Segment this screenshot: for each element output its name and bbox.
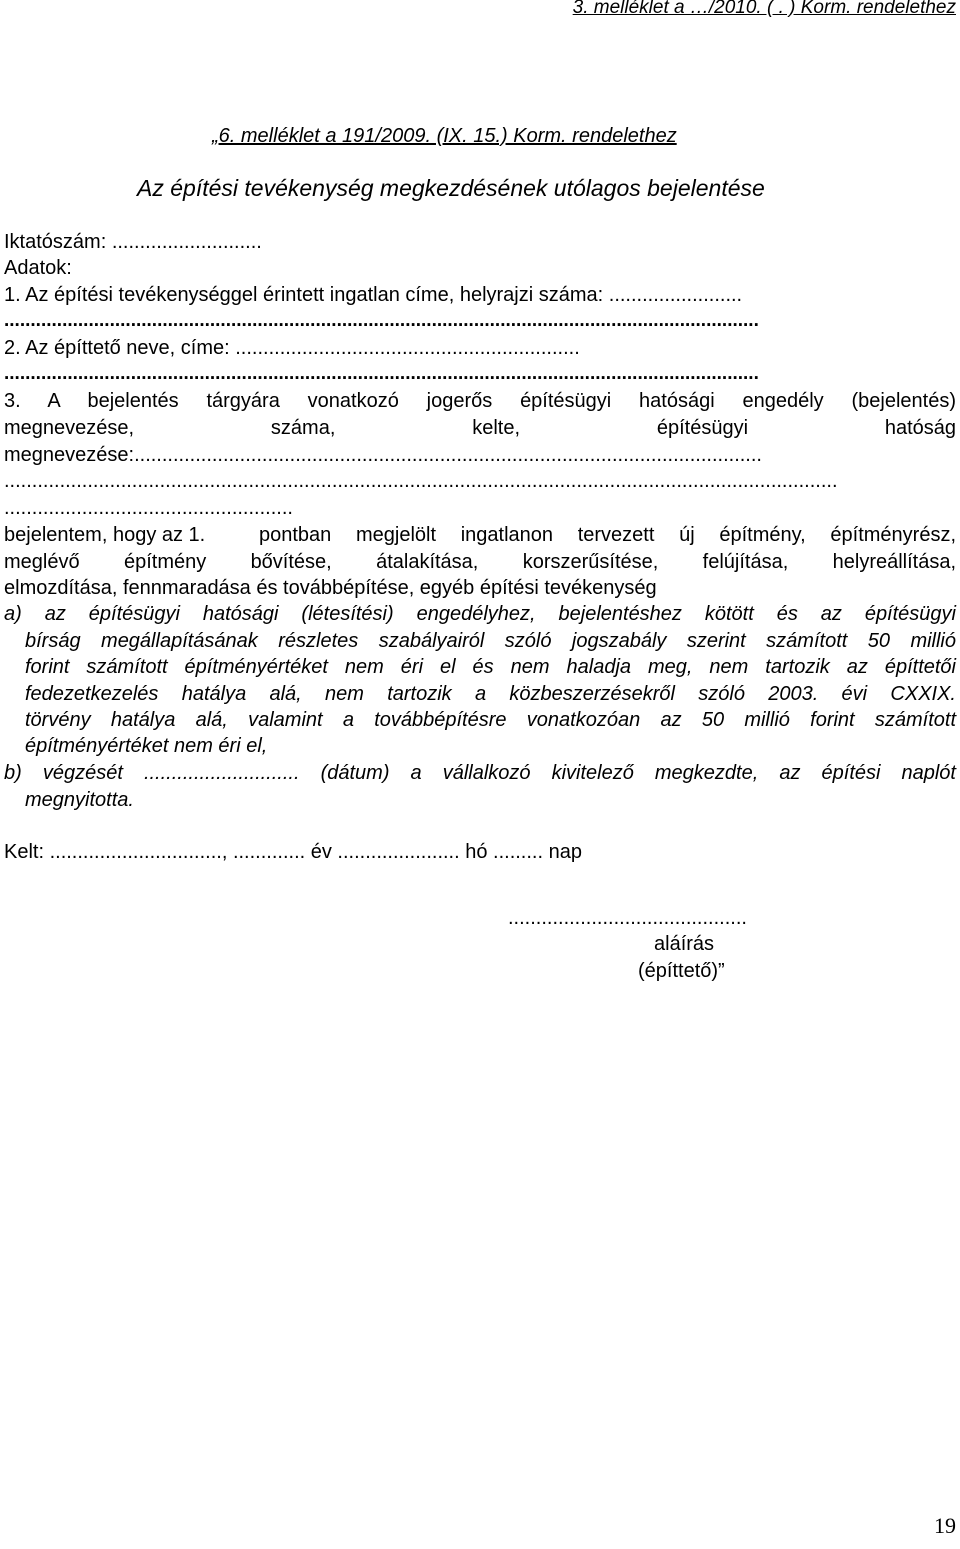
item-1-continuation: ............................................................................................................................................... bbox=[4, 310, 759, 331]
section-a-line-1: a) az építésügyi hatósági (létesítési) engedélyhez, bejelentéshez kötött és az építésügyi bbox=[4, 603, 956, 625]
item-3-line-3: megnevezése:................................................................................................................. bbox=[4, 444, 762, 466]
item-2-continuation: ............................................................................................................................................... bbox=[4, 363, 759, 384]
page-number: 19 bbox=[934, 1513, 956, 1538]
registration-number-field: Iktatószám: ........................... bbox=[4, 231, 262, 253]
top-reference: 3. melléklet a …/2010. ( . ) Korm. rendelethez bbox=[572, 0, 956, 18]
section-a-line-4: fedezetkezelés hatálya alá, nem tartozik a közbeszerzésekről szóló 2003. évi CXXIX. bbox=[25, 683, 956, 705]
section-a-line-2: bírság megállapításának részletes szabályairól szóló jogszabály szerint számított 50 millió bbox=[25, 630, 956, 652]
declaration-start: bejelentem, hogy az 1. bbox=[4, 524, 206, 546]
section-a-line-6: építményértéket nem éri el, bbox=[25, 735, 268, 757]
item-1-property-address: 1. Az építési tevékenységgel érintett ingatlan címe, helyrajzi száma: ........................ bbox=[4, 284, 743, 306]
signature-label: aláírás bbox=[654, 933, 715, 955]
section-a-line-5: törvény hatálya alá, valamint a továbbépítésre vonatkozóan az 50 millió forint számított bbox=[25, 709, 956, 731]
item-2-builder-name-address: 2. Az építtető neve, címe: .............................................................. bbox=[4, 337, 580, 359]
item-3-line-2: megnevezése, száma, kelte, építésügyi hatóság bbox=[4, 417, 957, 439]
section-b-line-1: b) végzését ............................ (dátum) a vállalkozó kivitelező megkezdte, az építési naplót bbox=[4, 762, 956, 784]
page-title: Az építési tevékenység megkezdésének utólagos bejelentése bbox=[137, 175, 765, 201]
declaration-line-3: elmozdítása, fennmaradása és továbbépítése, egyéb építési tevékenység bbox=[4, 577, 657, 599]
data-heading: Adatok: bbox=[4, 257, 72, 279]
declaration-line-2: meglévő építmény bővítése, átalakítása, korszerűsítése, felújítása, helyreállítása, bbox=[4, 551, 957, 573]
declaration-line-1: pontban megjelölt ingatlanon tervezett új építmény, építményrész, bbox=[259, 524, 957, 546]
section-b-line-2: megnyitotta. bbox=[25, 789, 134, 811]
section-a-line-3: forint számított építményértéket nem éri el és nem haladja meg, nem tartozik az építtetői bbox=[25, 656, 956, 678]
item-3-line-1: 3. A bejelentés tárgyára vonatkozó jogerős építésügyi hatósági engedély (bejelentés) bbox=[4, 390, 956, 412]
item-3-continuation: ...................................................................................................................................................... bbox=[4, 470, 838, 492]
signature-role: (építtető)” bbox=[638, 960, 725, 982]
date-place-line: Kelt: ..............................., ............. év ...................... hó ......... nap bbox=[4, 841, 582, 863]
annex-reference: „6. melléklet a 191/2009. (IX. 15.) Korm. rendelethez bbox=[212, 125, 677, 147]
item-3-end: .................................................... bbox=[4, 497, 293, 519]
signature-dots: ........................................... bbox=[508, 907, 747, 929]
